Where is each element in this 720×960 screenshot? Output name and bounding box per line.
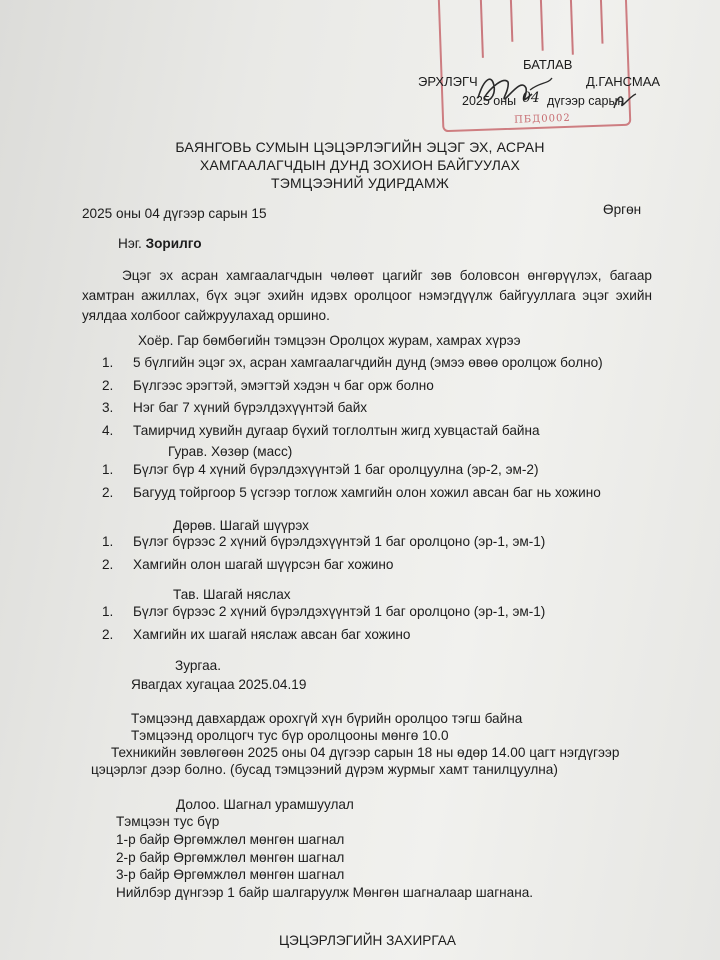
section1-paragraph: Эцэг эх асран хамгаалагчдын чөлөөт цагийг зөв боловсон өнгөрүүлэх, багаар хамтран ажиллах, бүх эцэг эхийн идэвх оролцоог нэмэгдүүлж байгууллага эцэг эхийн уялдаа холбоог сайжруулахад оршино.	[82, 268, 652, 323]
stamp-vertical-script	[600, 0, 614, 44]
list-item: 3. Нэг баг 7 хүний бүрэлдэхүүнтэй байх	[102, 400, 368, 415]
approver-title: ЭРХЛЭГЧ	[418, 74, 478, 89]
award-line: 3-р байр Өргөмжлөл мөнгөн шагнал	[116, 867, 345, 882]
award-line: Тэмцээн тус бүр	[116, 814, 220, 829]
section3-list	[102, 459, 601, 504]
section4-list	[102, 531, 545, 576]
document-date: 2025 оны 04 дүгээр сарын 15	[82, 206, 267, 221]
signature-mark	[610, 90, 640, 112]
footer-organization: ЦЭЦЭРЛЭГИЙН ЗАХИРГАА	[279, 933, 456, 948]
approval-date-prefix: 2025 оны	[462, 94, 517, 108]
approver-name: Д.ГАНСМАА	[586, 74, 661, 89]
signature	[470, 68, 560, 112]
section6-line3: Техникийн зөвлөгөөн 2025 оны 04 дүгээр сарын 18 ны өдөр 14.00 цагт нэгдүгээр	[111, 745, 620, 760]
approval-date-month: 04	[522, 90, 540, 106]
award-line: 2-р байр Өргөмжлөл мөнгөн шагнал	[116, 850, 345, 865]
section7-heading: Долоо. Шагнал урамшуулал	[176, 797, 354, 812]
document-title-line1: БАЯНГОВЬ СУМЫН ЦЭЦЭРЛЭГИЙН ЭЦЭГ ЭХ, АСРАН	[175, 139, 545, 155]
award-line: Нийлбэр дүнгээр 1 байр шалгаруулж Мөнгөн шагналаар шагнана.	[116, 885, 534, 900]
approval-label: БАТЛАВ	[523, 57, 573, 72]
section6-line2: Тэмцээнд оролцогч тус бүр оролцооны мөнгө 10.0	[131, 728, 449, 743]
document-title-line2: ХАМГААЛАГЧДЫН ДУНД ЗОХИОН БАЙГУУЛАХ	[199, 157, 521, 173]
list-item: 2. Хамгийн олон шагай шүүрсэн баг хожино	[102, 556, 394, 572]
list-item: 1. 5 бүлгийн эцэг эх, асран хамгаалагчдийн дунд (эмээ өвөө оролцож болно)	[102, 355, 603, 370]
section4-heading: Дөрөв. Шагай шүүрэх	[173, 518, 309, 533]
section6-heading: Зургаа.	[175, 658, 221, 673]
stamp-vertical-script	[540, 0, 554, 51]
document-place: Өргөн	[603, 202, 642, 217]
section1-title: Зорилго	[145, 236, 202, 251]
section2-list	[102, 352, 603, 442]
list-item: 1. Бүлэг бүр 4 хүний бүрэлдэхүүнтэй 1 баг оролцуулна (эр-2, эм-2)	[102, 462, 539, 477]
section1-number: Нэг.	[118, 236, 142, 251]
list-item: 4. Тамирчид хувийн дугаар бүхий тоглолтын жигд хувцастай байна	[102, 422, 540, 438]
stamp-vertical-script	[510, 0, 524, 42]
list-item: 2. Бүлгээс эрэгтэй, эмэгтэй хэдэн ч баг орж болно	[102, 377, 434, 393]
stamp-number: ПБД0002	[513, 112, 571, 126]
section6-line1: Тэмцээнд давхардаж орохгүй хүн бүрийн оролцоо тэгш байна	[131, 711, 523, 726]
section6-line4: цэцэрлэг дээр болно. (бусад тэмцээний дүрэм журмыг хамт танилцуулна)	[91, 762, 558, 777]
stamp-vertical-script	[570, 0, 584, 55]
award-line: 1-р байр Өргөмжлөл мөнгөн шагнал	[116, 832, 345, 847]
approval-date-suffix: дүгээр сарын	[547, 94, 625, 108]
section1-heading	[118, 236, 202, 251]
list-item: 2. Хамгийн их шагай няслаж авсан баг хожино	[102, 626, 411, 642]
document-title-line3: ТЭМЦЭЭНИЙ УДИРДАМЖ	[270, 175, 450, 191]
section6-schedule: Явагдах хугацаа 2025.04.19	[131, 677, 307, 692]
section2-heading: Хоёр. Гар бөмбөгийн тэмцээн Оролцох журам, хамрах хүрээ	[138, 333, 521, 348]
stamp-vertical-script	[480, 0, 494, 58]
list-item: 1. Бүлэг бүрээс 2 хүний бүрэлдэхүүнтэй 1 баг оролцоно (эр-1, эм-1)	[102, 534, 546, 549]
section5-heading: Тав. Шагай няслах	[173, 587, 291, 602]
list-item: 1. Бүлэг бүрээс 2 хүний бүрэлдэхүүнтэй 1 баг оролцоно (эр-1, эм-1)	[102, 604, 546, 619]
list-item: 2. Багууд тойргоор 5 үсгээр тоглож хамгийн олон хожил авсан баг нь хожино	[102, 484, 601, 500]
section3-heading: Гурав. Хөзөр (масс)	[168, 444, 293, 459]
section5-list	[102, 601, 545, 646]
